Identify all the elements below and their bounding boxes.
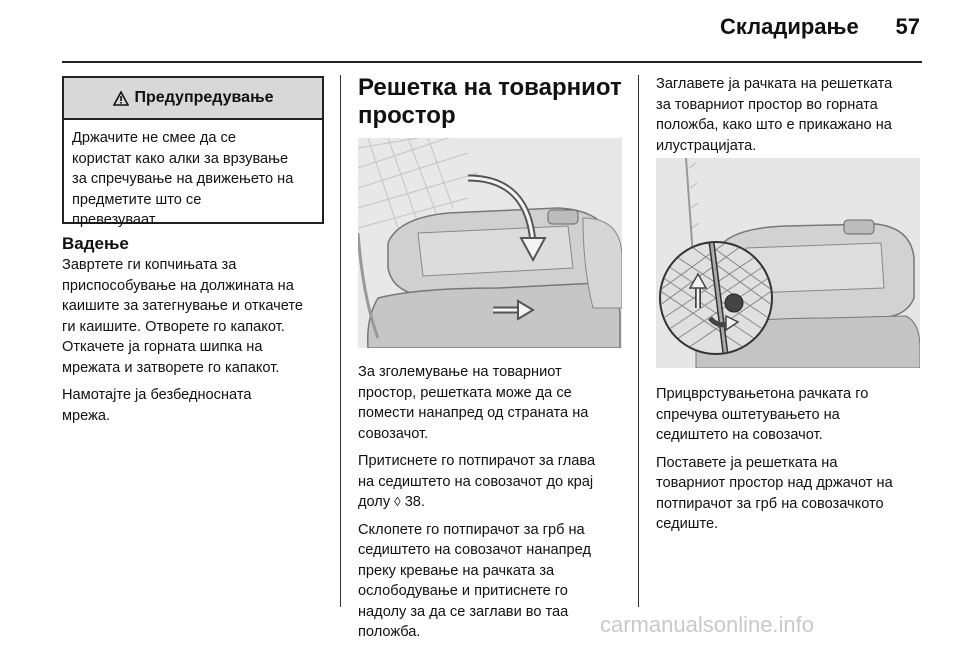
right-paragraph-1: Заглавете ја рачката на решетката за товарниот простор во горната положба, како што е прикажано на илустрацијата. <box>656 76 893 154</box>
retracting-heading: Вадење <box>62 234 129 253</box>
right-paragraph-2: Прицврстувањетона рачката го спречува оштетувањето на седиштето на совозачот. <box>656 386 869 443</box>
page-reference-icon: ◊ <box>394 494 401 509</box>
column-divider-left <box>340 75 341 607</box>
warning-header <box>64 78 322 120</box>
page-number: 57 <box>895 14 920 39</box>
watermark: carmanualsonline.info <box>600 612 815 637</box>
cargo-net-paragraph-1: За зголемување на товарниот простор, решетката може да се помести нанапред од страната на совозачот. <box>358 364 589 442</box>
cargo-net-paragraph-3: Склопете го потпирачот за грб на седиштето на совозачот нанапред преку кревање на рачката за ослободување и притиснете го надолу за да се заглави во таа положба. <box>358 521 591 640</box>
cargo-net-heading: Решетка на товарниот простор <box>358 74 622 129</box>
cargo-net-section <box>358 74 632 130</box>
retracting-paragraph-2: Намотајте ја безбедносната мрежа. <box>62 387 252 424</box>
cargo-net-paragraph-2: Притиснете го потпирачот за глава на седиштето на совозачот до крај долу ◊ 38. <box>358 453 596 510</box>
folded-seat-illustration <box>358 138 622 348</box>
net-lever-illustration <box>656 158 920 368</box>
warning-triangle-icon <box>113 91 129 106</box>
warning-text: Држачите не смее да се користат како алки за врзување за спречување на движењето на предметите што се превезуваат. <box>72 130 294 228</box>
right-column-top-text <box>656 74 936 163</box>
header-divider <box>62 61 922 63</box>
page-reference-link[interactable]: 38. <box>404 494 425 510</box>
lever-illustration <box>656 158 920 368</box>
right-paragraph-3: Поставете ја решетката на товарниот простор над држачот на потпирачот за грб на совозачкото седиште. <box>656 454 893 532</box>
retracting-section <box>62 234 332 433</box>
right-column-bottom-text <box>656 384 936 542</box>
retracting-paragraph-1: Завртете ги копчињата за приспособување на должината на каишите за затегнување и откачете ги каишите. Отворете го капакот. Откачете ја горната шипка на мрежата и затворете го капакот. <box>62 257 303 376</box>
warning-title: Предупредување <box>134 89 274 106</box>
column-divider-right <box>638 75 639 607</box>
cargo-net-text <box>358 362 634 650</box>
page-title: Складирање <box>720 14 859 39</box>
cargo-net-illustration <box>358 138 622 348</box>
warning-box <box>62 76 324 228</box>
